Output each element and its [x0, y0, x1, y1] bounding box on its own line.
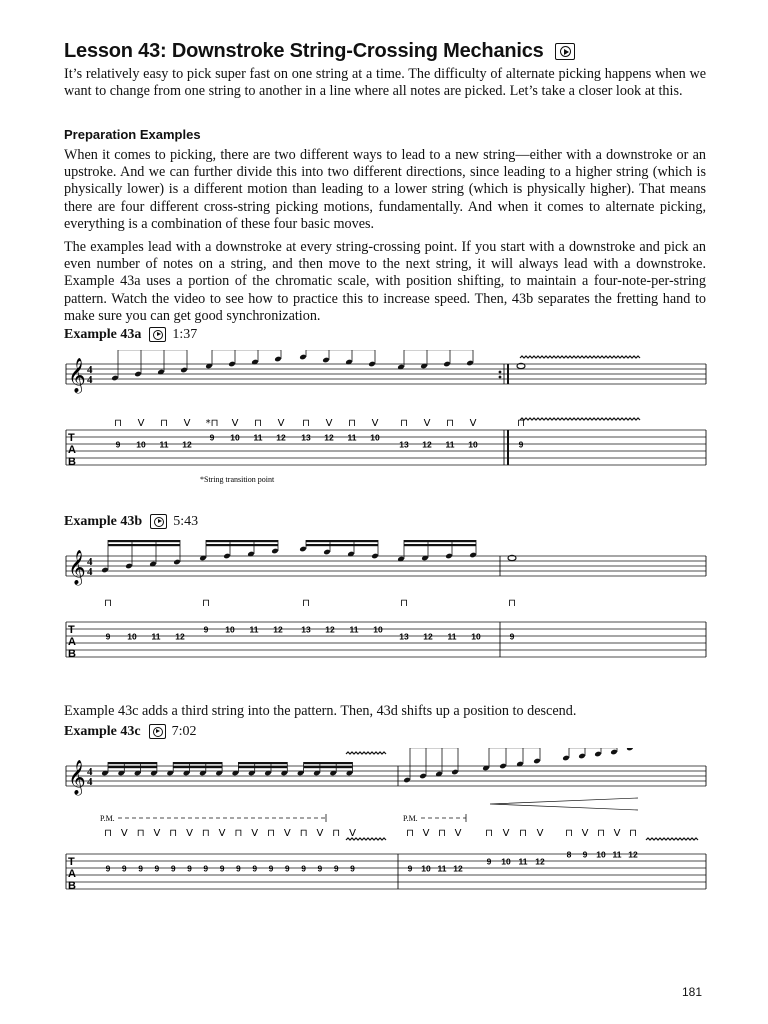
tab-fret-number: 11 — [249, 624, 259, 635]
pick-stroke-mark: ⊓ — [348, 418, 356, 429]
example-43b-score — [0, 538, 768, 668]
beam — [173, 762, 222, 764]
tab-fret-number: 10 — [127, 631, 137, 642]
tab-fret-number: 9 — [170, 863, 176, 874]
beam — [304, 762, 353, 764]
pick-stroke-mark: ⊓ — [332, 828, 341, 839]
pick-stroke-mark: ⊓ — [267, 828, 275, 839]
pick-stroke-mark: V — [277, 418, 285, 429]
tab-fret-number: 10 — [501, 856, 511, 867]
pick-stroke-mark: ⊓ — [169, 828, 178, 839]
video-timestamp[interactable]: 1:37 — [172, 327, 198, 342]
tab-fret-number: 10 — [225, 624, 235, 635]
tab-fret-number: 9 — [486, 856, 492, 867]
pick-stroke-mark: ⊓ — [438, 828, 446, 839]
lesson-title — [64, 40, 575, 63]
paragraph-3: Example 43c adds a third string into the pattern. Then, 43d shifts up a position to descend. — [64, 703, 577, 719]
beam — [108, 544, 180, 546]
tab-fret-number: 11 — [151, 631, 161, 642]
pick-stroke-mark: V — [536, 828, 544, 839]
tab-fret-number: 12 — [422, 439, 432, 450]
vibrato-mark — [520, 418, 640, 420]
tab-fret-number: 12 — [276, 432, 286, 443]
pick-stroke-mark: ⊓ — [517, 418, 525, 429]
treble-clef: 𝄞 — [68, 358, 86, 393]
tab-clef-letter: T — [68, 624, 75, 636]
pick-stroke-mark: V — [316, 828, 324, 839]
tab-fret-number: 11 — [347, 432, 357, 443]
paragraph-2: The examples lead with a downstroke at every string-crossing point. If you start with a downstroke and pick an even number of notes on a string, and then move to the next string, it will always lead with a downstroke. Example 43a uses a portion of the chromatic scale, with position shifting, to maintain a four-note-per-string pattern. Watch the video to see how to practice this to increase speed. Then, 43b separates the fretting hand to make sure you can get good synchronization. — [64, 239, 706, 324]
pick-stroke-mark: ⊓ — [114, 418, 122, 429]
lesson-title-text: Lesson 43: Downstroke String-Crossing Mechanics — [64, 40, 544, 62]
pick-stroke-mark: ⊓ — [508, 598, 516, 609]
pick-stroke-mark: V — [251, 828, 259, 839]
tab-fret-number: 9 — [350, 863, 355, 874]
beam — [108, 766, 157, 768]
tab-fret-number: 11 — [518, 856, 528, 867]
tab-fret-number: 13 — [399, 439, 409, 450]
pick-stroke-mark: V — [137, 418, 145, 429]
pick-stroke-mark: ⊓ — [485, 828, 493, 839]
pick-stroke-mark: V — [454, 828, 462, 839]
pick-stroke-mark: ⊓ — [446, 418, 454, 429]
pick-stroke-mark: V — [120, 828, 128, 839]
paragraph-1: When it comes to picking, there are two different ways to lead to a new string—either with a downstroke or an upstroke. And we can further divide this into two different directions, since leading to a higher string (which is physically lower) is a different motion than leading to a lower string (which is physically higher). That means there are four different cross-string picking motions, fundamentally. And when it comes to alternate picking, everything is a combination of these four basic moves. — [64, 147, 706, 232]
pick-stroke-mark: V — [186, 828, 193, 839]
pick-stroke-mark: V — [469, 418, 477, 429]
tab-fret-number: 9 — [582, 849, 588, 860]
pick-stroke-mark: ⊓ — [254, 418, 262, 429]
pick-stroke-mark: ⊓ — [104, 598, 112, 609]
video-timestamp[interactable]: 7:02 — [171, 724, 197, 739]
tab-fret-number: 11 — [253, 432, 263, 443]
intro-paragraph: It’s relatively easy to pick super fast on one string at a time. The difficulty of alternate picking happens when we want to change from one string to another in a line where all notes are picked. Let’s take a closer look at this. — [64, 66, 706, 100]
tab-fret-number: 9 — [284, 863, 290, 874]
time-signature-bottom: 4 — [87, 776, 93, 788]
tab-clef-letter: T — [68, 856, 75, 868]
beam — [206, 540, 278, 542]
example-label: Example 43a — [64, 327, 142, 342]
tab-fret-number: 12 — [535, 856, 545, 867]
example-43c-header — [64, 724, 197, 740]
tab-fret-number: 9 — [301, 863, 306, 874]
beam — [173, 766, 222, 768]
pick-stroke-mark: ⊓ — [519, 828, 527, 839]
tab-fret-number: 9 — [219, 863, 225, 874]
tab-fret-number: 10 — [373, 624, 383, 635]
footnote: *String transition point — [200, 475, 275, 484]
time-signature-top: 4 — [87, 364, 93, 376]
tab-fret-number: 9 — [268, 863, 274, 874]
palm-mute-label: P.M. — [100, 814, 115, 823]
pick-stroke-mark: V — [283, 828, 291, 839]
tab-fret-number: 10 — [596, 849, 606, 860]
pick-stroke-mark: ⊓ — [234, 828, 243, 839]
example-label: Example 43b — [64, 514, 143, 529]
pick-stroke-mark: ⊓ — [406, 828, 414, 839]
tab-fret-number: 9 — [333, 863, 339, 874]
tab-fret-number: 9 — [187, 863, 192, 874]
pick-stroke-mark: ⊓ — [160, 418, 168, 429]
note-head — [626, 748, 634, 751]
tab-fret-number: 12 — [453, 863, 463, 874]
example-label: Example 43c — [64, 724, 141, 739]
tab-fret-number: 11 — [159, 439, 169, 450]
time-signature-bottom: 4 — [87, 566, 93, 578]
tab-fret-number: 9 — [203, 863, 209, 874]
page-number: 181 — [681, 985, 702, 999]
tab-fret-number: 11 — [437, 863, 447, 874]
repeat-dot — [499, 371, 502, 374]
example-43b-header — [64, 514, 198, 530]
vibrato-mark — [520, 356, 640, 358]
pick-stroke-mark: ⊓ — [104, 828, 112, 839]
tab-clef-letter: B — [68, 456, 76, 468]
example-43a-header — [64, 327, 197, 343]
beam — [404, 544, 476, 546]
tab-fret-number: 10 — [136, 439, 146, 450]
tab-fret-number: 9 — [203, 624, 209, 635]
pick-stroke-mark: V — [183, 418, 191, 429]
tab-clef-letter: A — [68, 636, 76, 648]
tab-clef-letter: A — [68, 868, 76, 880]
pick-stroke-mark: V — [581, 828, 589, 839]
beam — [304, 766, 353, 768]
pick-stroke-mark: V — [231, 418, 239, 429]
example-43a-score — [0, 350, 768, 500]
tab-fret-number: 9 — [236, 863, 241, 874]
tab-fret-number: 11 — [445, 439, 455, 450]
pick-stroke-mark: V — [423, 418, 431, 429]
pick-stroke-mark: ⊓ — [400, 418, 408, 429]
tab-fret-number: 12 — [628, 849, 638, 860]
crescendo — [490, 798, 638, 810]
section-heading: Preparation Examples — [64, 127, 201, 142]
tab-fret-number: 9 — [115, 439, 121, 450]
pick-stroke-mark: ⊓ — [302, 418, 310, 429]
time-signature-top: 4 — [87, 766, 93, 778]
tab-clef-letter: B — [68, 648, 76, 660]
pick-stroke-mark: ⊓ — [400, 598, 408, 609]
tab-fret-number: 9 — [105, 631, 111, 642]
pick-stroke-mark: V — [349, 828, 356, 839]
pick-stroke-mark: *⊓ — [205, 418, 219, 429]
tab-clef-letter: A — [68, 444, 76, 456]
vibrato-mark — [346, 752, 386, 754]
tab-fret-number: 10 — [468, 439, 478, 450]
time-signature-top: 4 — [87, 556, 93, 568]
tab-fret-number: 13 — [301, 432, 311, 443]
tab-fret-number: 11 — [349, 624, 359, 635]
video-timestamp[interactable]: 5:43 — [173, 514, 199, 529]
video-play-icon[interactable] — [149, 327, 166, 342]
tab-fret-number: 12 — [423, 631, 433, 642]
tab-fret-number: 10 — [421, 863, 431, 874]
tab-fret-number: 10 — [230, 432, 240, 443]
video-play-icon[interactable] — [555, 43, 575, 60]
beam — [206, 544, 278, 546]
palm-mute-label: P.M. — [403, 814, 418, 823]
pick-stroke-mark: ⊓ — [565, 828, 573, 839]
beam — [238, 762, 287, 764]
tab-fret-number: 9 — [407, 863, 413, 874]
beam — [108, 762, 157, 764]
tab-fret-number: 13 — [301, 624, 311, 635]
tab-fret-number: 9 — [105, 863, 111, 874]
pick-stroke-mark: ⊓ — [299, 828, 308, 839]
tab-fret-number: 11 — [447, 631, 457, 642]
tab-fret-number: 9 — [509, 631, 515, 642]
tab-fret-number: 9 — [518, 439, 524, 450]
beam — [238, 766, 287, 768]
pick-stroke-mark: ⊓ — [201, 828, 210, 839]
pick-stroke-mark: ⊓ — [302, 598, 310, 609]
tab-fret-number: 9 — [317, 863, 323, 874]
tab-fret-number: 12 — [182, 439, 192, 450]
tab-fret-number: 9 — [252, 863, 258, 874]
pick-stroke-mark: ⊓ — [597, 828, 605, 839]
tab-fret-number: 8 — [566, 849, 572, 860]
tab-fret-number: 12 — [325, 624, 335, 635]
beam — [306, 544, 378, 546]
tab-fret-number: 11 — [612, 849, 622, 860]
tab-fret-number: 9 — [209, 432, 215, 443]
beam — [404, 540, 476, 542]
example-43c-score — [0, 748, 768, 908]
tab-fret-number: 12 — [324, 432, 334, 443]
tab-fret-number: 12 — [175, 631, 185, 642]
tab-fret-number: 9 — [121, 863, 127, 874]
repeat-dot — [499, 376, 502, 379]
time-signature-bottom: 4 — [87, 374, 93, 386]
treble-clef: 𝄞 — [68, 550, 86, 585]
tab-fret-number: 9 — [138, 863, 143, 874]
pick-stroke-mark: V — [371, 418, 379, 429]
beam — [108, 540, 180, 542]
tab-clef-letter: B — [68, 880, 76, 892]
pick-stroke-mark: ⊓ — [136, 828, 145, 839]
tab-fret-number: 13 — [399, 631, 409, 642]
tab-fret-number: 10 — [370, 432, 380, 443]
treble-clef: 𝄞 — [68, 760, 86, 795]
tab-fret-number: 12 — [273, 624, 283, 635]
pick-stroke-mark: ⊓ — [202, 598, 210, 609]
video-play-icon[interactable] — [150, 514, 167, 529]
pick-stroke-mark: V — [422, 828, 430, 839]
pick-stroke-mark: V — [218, 828, 226, 839]
pick-stroke-mark: V — [325, 418, 333, 429]
tab-fret-number: 9 — [154, 863, 160, 874]
vibrato-mark — [646, 838, 698, 840]
pick-stroke-mark: V — [153, 828, 161, 839]
tab-clef-letter: T — [68, 432, 75, 444]
pick-stroke-mark: V — [613, 828, 621, 839]
beam — [306, 540, 378, 542]
video-play-icon[interactable] — [149, 724, 166, 739]
pick-stroke-mark: V — [502, 828, 510, 839]
tab-fret-number: 10 — [471, 631, 481, 642]
pick-stroke-mark: ⊓ — [629, 828, 637, 839]
